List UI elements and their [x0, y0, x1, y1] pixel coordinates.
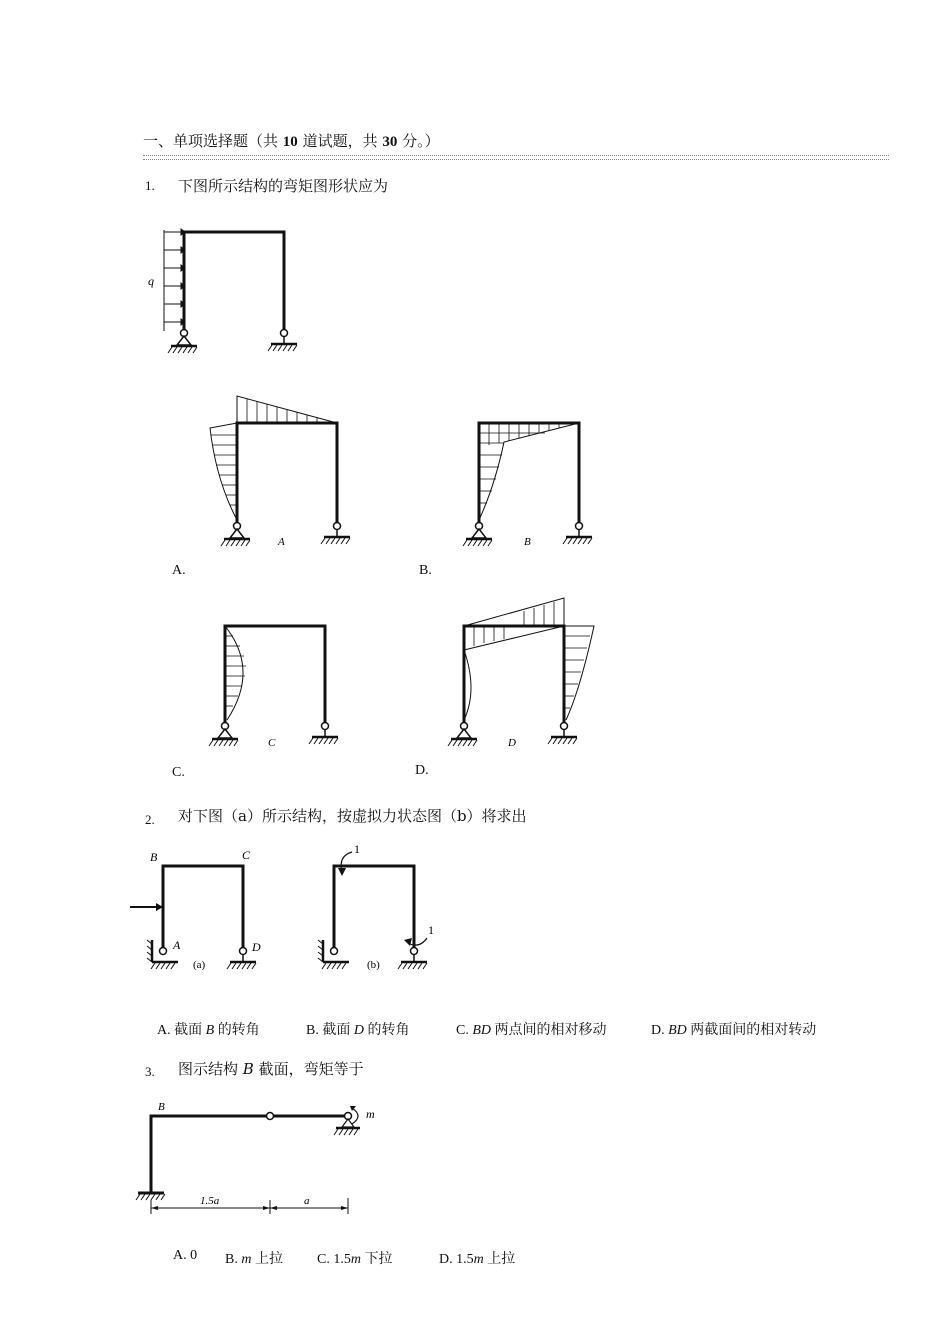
q2-unit-moment-right: 1	[428, 923, 434, 937]
q3-option-b-post: 上拉	[251, 1252, 283, 1267]
section-header-prefix: 一、单项选择题（共	[143, 132, 279, 150]
q2-unit-moment-top: 1	[354, 842, 360, 856]
q2-option-a[interactable]	[157, 1019, 260, 1039]
q3-option-d-pre: 1.5	[456, 1252, 474, 1267]
q3-option-a[interactable]	[173, 1248, 197, 1264]
q2-option-d-post: 两截面间的相对转动	[686, 1023, 817, 1038]
q3-dim-1-5a: 1.5a	[200, 1195, 220, 1207]
q2-option-b-post: 的转角	[363, 1023, 410, 1038]
q2-option-d[interactable]	[651, 1019, 816, 1039]
q2-option-c-key: C.	[456, 1023, 469, 1038]
q1-diagram-c-label: C	[268, 737, 276, 749]
q1-option-b[interactable]: B.	[419, 563, 432, 578]
q3-option-d-key: D.	[439, 1252, 453, 1267]
q3-option-c[interactable]	[317, 1248, 392, 1268]
q3-label-b: B	[158, 1101, 165, 1113]
q2-option-a-em: B	[205, 1023, 215, 1038]
q2-label-fig-a: (a)	[193, 959, 206, 971]
q1-option-c-diagram	[209, 626, 338, 749]
section-header-mid: 道试题，共	[302, 132, 378, 150]
q3-text-post: 截面，弯矩等于	[253, 1060, 364, 1078]
q1-number: 1.	[145, 178, 155, 193]
q1-option-d-diagram	[448, 598, 594, 749]
q2-option-d-key: D.	[651, 1023, 665, 1038]
q1-option-d[interactable]: D.	[415, 763, 429, 778]
q3-text-em: B	[242, 1060, 254, 1078]
section-question-count: 10	[282, 134, 298, 150]
q2-number: 2.	[145, 812, 155, 827]
q1-diagram-d-label: D	[508, 737, 516, 749]
q3-option-d-post: 上拉	[483, 1252, 516, 1267]
q2-option-b-pre: 截面	[322, 1023, 354, 1038]
q2-option-b-key: B.	[306, 1023, 319, 1038]
q2-option-c-post: 两点间的相对移动	[491, 1023, 607, 1038]
section-header-suffix: 分。）	[402, 132, 440, 150]
q2-option-a-post: 的转角	[214, 1023, 260, 1038]
q1-diagram-b-label: B	[524, 536, 531, 548]
q2-option-b-em: D	[353, 1023, 364, 1038]
q3-text	[178, 1058, 364, 1079]
q3-figure	[136, 1101, 375, 1214]
q2-label-b: B	[150, 850, 158, 864]
q2-figure-a	[130, 848, 261, 971]
q2-option-d-em: BD	[668, 1023, 687, 1038]
q1-option-b-diagram	[463, 423, 592, 548]
q2-label-c: C	[242, 848, 251, 862]
q3-option-a-value: 0	[190, 1248, 198, 1263]
q1-option-c[interactable]: C.	[172, 765, 185, 780]
q3-option-d[interactable]	[439, 1248, 515, 1268]
q1-text: 下图所示结构的弯矩图形状应为	[178, 177, 389, 195]
q2-label-fig-b: (b)	[367, 959, 380, 971]
q3-option-c-pre: 1.5	[333, 1252, 351, 1267]
q3-option-c-key: C.	[317, 1252, 330, 1267]
q1-diagram-a-label: A	[278, 536, 285, 548]
q1-load-label: q	[148, 274, 154, 288]
section-total-score: 30	[382, 134, 398, 150]
q2-label-a: A	[173, 938, 181, 952]
q3-option-a-key: A.	[173, 1248, 187, 1263]
q3-option-d-em: m	[473, 1252, 484, 1267]
q3-number: 3.	[145, 1064, 155, 1079]
q3-text-pre: 图示结构	[178, 1060, 243, 1078]
q2-option-a-key: A.	[157, 1023, 171, 1038]
q3-option-b-em: m	[241, 1252, 252, 1267]
q2-option-c-em: BD	[472, 1023, 492, 1038]
q3-dim-a: a	[304, 1195, 310, 1207]
q3-moment-label: m	[366, 1107, 375, 1121]
q2-option-a-pre: 截面	[174, 1023, 206, 1038]
q1-frame	[148, 229, 297, 353]
q2-option-b[interactable]	[306, 1019, 409, 1039]
q3-option-c-post: 下拉	[360, 1252, 393, 1267]
q2-figure-b	[318, 842, 434, 971]
q2-label-d: D	[252, 940, 261, 954]
q1-option-a-diagram	[210, 396, 350, 548]
q2-option-c[interactable]	[456, 1019, 607, 1039]
q1-option-a[interactable]: A.	[172, 563, 186, 578]
q3-option-b[interactable]	[225, 1248, 283, 1268]
q2-text: 对下图（a）所示结构，按虚拟力状态图（b）将求出	[178, 807, 527, 825]
q3-option-b-key: B.	[225, 1252, 238, 1267]
q3-option-c-em: m	[350, 1252, 361, 1267]
